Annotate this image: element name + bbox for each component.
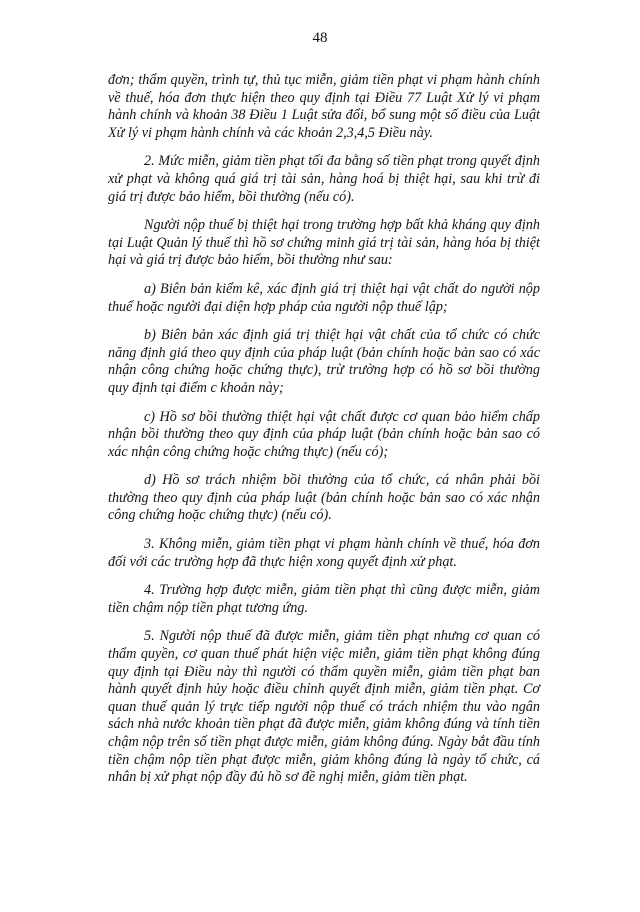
paragraph-clause-2: 2. Mức miễn, giảm tiền phạt tối đa bằng số tiền phạt trong quyết định xử phạt và không quá giá trị tài sản, hàng hoá bị thiệt hại, sau khi trừ đi giá trị được bảo hiểm, bồi thường (nếu có). — [108, 153, 540, 205]
paragraph-clause-5: 5. Người nộp thuế đã được miễn, giảm tiền phạt nhưng cơ quan có thẩm quyền, cơ quan thuế phát hiện việc miễn, giảm tiền phạt không đúng quy định tại Điều này thì người có thẩm quyền miễn, giảm tiền phạt ban hành quyết định hủy hoặc điều chỉnh quyết định miễn, giảm tiền phạt. Cơ quan thuế quản lý trực tiếp người nộp thuế có trách nhiệm thu vào ngân sách nhà nước khoản tiền phạt đã được miễn, giảm không đúng và tính tiền chậm nộp trên số tiền phạt được miễn, giảm không đúng. Ngày bắt đầu tính tiền chậm nộp tiền phạt được miễn, giảm không đúng là ngày tổ chức, cá nhân bị xử phạt nộp đầy đủ hồ sơ đề nghị miễn, giảm tiền phạt. — [108, 628, 540, 786]
page-number: 48 — [312, 30, 328, 46]
document-body — [108, 72, 540, 798]
paragraph-item-a: a) Biên bản kiểm kê, xác định giá trị thiệt hại vật chất do người nộp thuế hoặc người đại diện hợp pháp của người nộp thuế lập; — [108, 280, 540, 315]
paragraph-continuation: đơn; thẩm quyền, trình tự, thủ tục miễn, giảm tiền phạt vi phạm hành chính về thuế, hóa đơn thực hiện theo quy định tại Điều 77 Luật Xử lý vi phạm hành chính và khoản 38 Điều 1 Luật sửa đổi, bổ sung một số điều của Luật Xử lý vi phạm hành chính và các khoản 2,3,4,5 Điều này. — [108, 72, 540, 141]
paragraph-force-majeure: Người nộp thuế bị thiệt hại trong trường hợp bất khả kháng quy định tại Luật Quản lý thuế thì hồ sơ chứng minh giá trị tài sản, hàng hóa bị thiệt hại và giá trị được bảo hiểm, bồi thường như sau: — [108, 217, 540, 269]
paragraph-item-b: b) Biên bản xác định giá trị thiệt hại vật chất của tổ chức có chức năng định giá theo quy định của pháp luật (bản chính hoặc bản sao có xác nhận công chứng hoặc chứng thực), trừ trường hợp có hồ sơ bồi thường quy định tại điểm c khoản này; — [108, 327, 540, 396]
paragraph-clause-3: 3. Không miễn, giảm tiền phạt vi phạm hành chính về thuế, hóa đơn đối với các trường hợp đã thực hiện xong quyết định xử phạt. — [108, 536, 540, 570]
paragraph-item-d: d) Hồ sơ trách nhiệm bồi thường của tổ chức, cá nhân phải bồi thường theo quy định của pháp luật (bản chính hoặc bản sao có xác nhận công chứng hoặc chứng thực) (nếu có). — [108, 472, 540, 524]
paragraph-item-c: c) Hồ sơ bồi thường thiệt hại vật chất được cơ quan bảo hiểm chấp nhận bồi thường theo quy định của pháp luật (bản chính hoặc bản sao có xác nhận công chứng hoặc chứng thực) (nếu có); — [108, 408, 540, 460]
paragraph-clause-4: 4. Trường hợp được miễn, giảm tiền phạt thì cũng được miễn, giảm tiền chậm nộp tiền phạt tương ứng. — [108, 582, 540, 616]
